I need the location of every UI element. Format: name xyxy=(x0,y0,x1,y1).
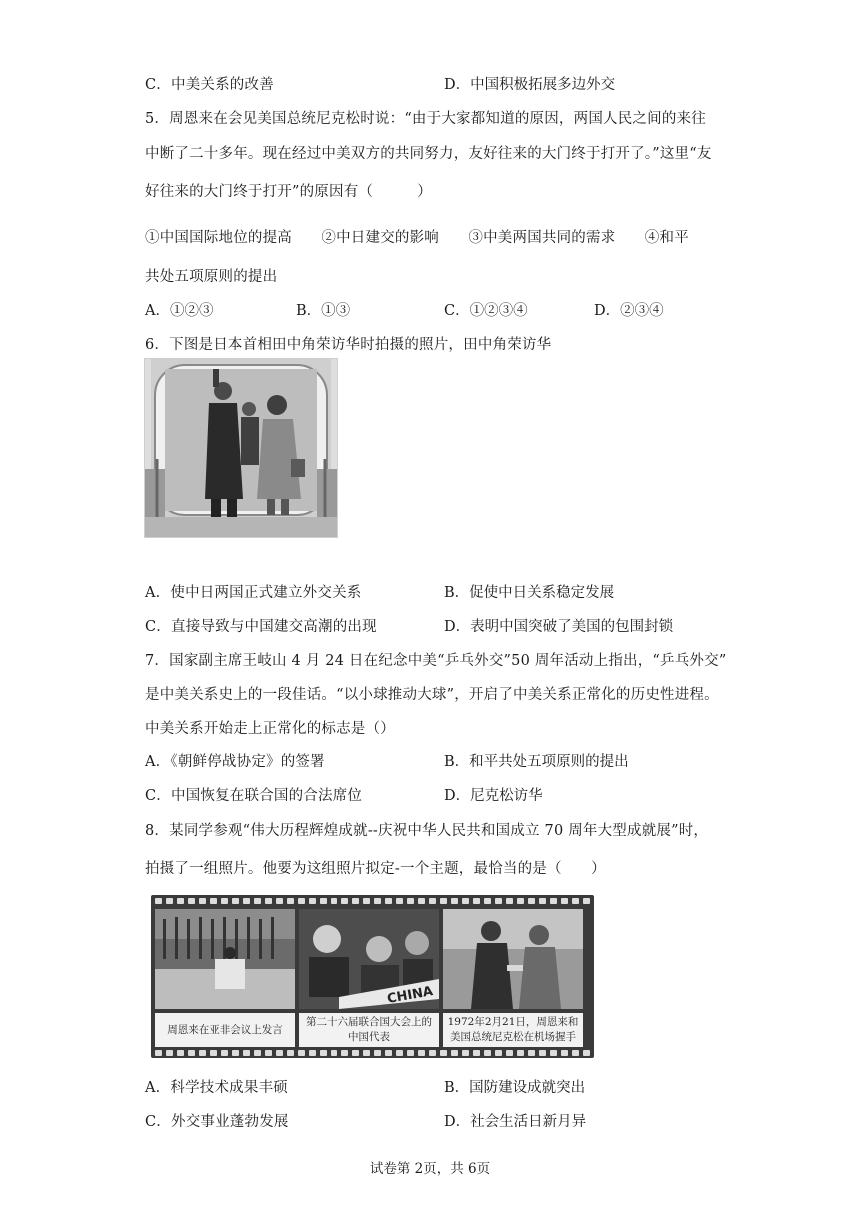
q8-stem-line2: 拍摄了一组照片。他要为这组照片拟定-一个主题，最恰当的是（ ） xyxy=(145,861,606,877)
q5-option-b: B．①③ xyxy=(296,303,351,319)
film-holes-bottom xyxy=(151,1048,594,1058)
page-footer: 试卷第 2页，共 6页 xyxy=(369,1161,491,1177)
q7-option-b: B．和平共处五项原则的提出 xyxy=(444,754,629,770)
q8-stem-line1: 8．某同学参观“伟大历程辉煌成就--庆祝中华人民共和国成立 70 周年大型成就展”时， xyxy=(145,823,709,839)
q5-option-a: A．①②③ xyxy=(145,303,214,319)
q6-option-d: D．表明中国突破了美国的包围封锁 xyxy=(444,619,674,635)
photo-un-general-assembly xyxy=(299,909,439,1009)
option-d-prev: D．中国积极拓展多边外交 xyxy=(444,77,616,93)
caption-2: 第二十六届联合国大会上的中国代表 xyxy=(299,1013,439,1047)
q7-option-d: D．尼克松访华 xyxy=(444,788,543,804)
q5-stem-line1: 5．周恩来在会见美国总统尼克松时说：“由于大家都知道的原因，两国人民之间的来往 xyxy=(145,111,706,127)
q7-stem-line2: 是中美关系史上的一段佳话。“以小球推动大球”，开启了中美关系正常化的历史性进程。 xyxy=(145,687,719,703)
q6-option-c: C．直接导致与中国建交高潮的出现 xyxy=(145,619,377,635)
q7-option-c: C．中国恢复在联合国的合法席位 xyxy=(145,788,363,804)
q5-stem-line2: 中断了二十多年。现在经过中美双方的共同努力，友好往来的大门终于打开了。”这里“友 xyxy=(145,146,712,162)
photo-nixon-handshake xyxy=(443,909,583,1009)
q7-stem-line3: 中美关系开始走上正常化的标志是（） xyxy=(145,721,395,737)
q6-option-b: B．促使中日关系稳定发展 xyxy=(444,585,615,601)
q6-stem: 6．下图是日本首相田中角荣访华时拍摄的照片，田中角荣访华 xyxy=(145,337,552,353)
q8-option-a: A．科学技术成果丰硕 xyxy=(145,1080,288,1096)
film-holes-top xyxy=(151,896,594,906)
q8-option-d: D．社会生活日新月异 xyxy=(444,1114,587,1130)
option-c-prev: C．中美关系的改善 xyxy=(145,77,274,93)
q8-option-c: C．外交事业蓬勃发展 xyxy=(145,1114,289,1130)
q6-option-a: A．使中日两国正式建立外交关系 xyxy=(145,585,362,601)
caption-3: 1972年2月21日，周恩来和美国总统尼克松在机场握手 xyxy=(443,1013,583,1047)
tanaka-visit-photo xyxy=(144,358,338,538)
film-strip-photos xyxy=(151,895,594,1058)
q5-option-c: C．①②③④ xyxy=(444,303,528,319)
q5-option-d: D．②③④ xyxy=(594,303,664,319)
caption-1: 周恩来在亚非会议上发言 xyxy=(155,1013,295,1047)
photo-bandung-conference xyxy=(155,909,295,1009)
q7-stem-line1: 7．国家副主席王岐山 4 月 24 日在纪念中美“乒乓外交”50 周年活动上指出，“乒乓外交” xyxy=(145,653,727,669)
q5-items-line: ①中国国际地位的提高 ②中日建交的影响 ③中美两国共同的需求 ④和平 xyxy=(145,230,689,246)
china-sign: CHINA xyxy=(385,984,434,1007)
q7-option-a: A．《朝鲜停战协定》的签署 xyxy=(145,754,325,770)
q5-items-line2: 共处五项原则的提出 xyxy=(145,269,278,285)
q5-stem-line3: 好往来的大门终于打开”的原因有（ ） xyxy=(145,184,432,200)
q8-option-b: B．国防建设成就突出 xyxy=(444,1080,586,1096)
